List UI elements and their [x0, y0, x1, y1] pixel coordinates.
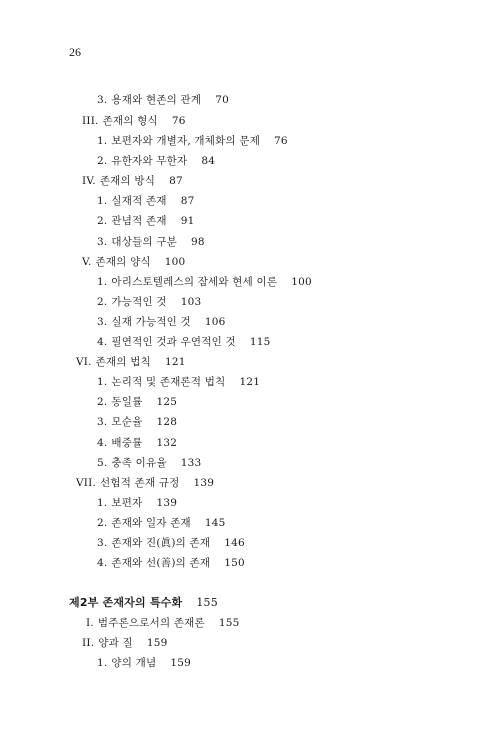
toc-entry-number: 2.: [97, 215, 108, 227]
toc-entry-title: 필연적인 것과 우연적인 것: [111, 336, 236, 348]
toc-entry-page: 159: [146, 637, 168, 649]
toc-entry-number: 2.: [97, 296, 108, 308]
toc-entry-number: 1.: [97, 135, 108, 147]
toc-entry-page: 150: [224, 557, 245, 569]
toc-entry-title: 용재와 현존의 관계: [111, 94, 202, 106]
toc-entry-title: 대상들의 구분: [111, 236, 178, 248]
toc-entry: [97, 154, 215, 168]
toc-entry: [82, 114, 186, 128]
toc-entry-title: 관념적 존재: [111, 215, 167, 227]
toc-entry-page: 115: [249, 336, 271, 348]
toc-entry: [82, 636, 167, 650]
toc-entry: [82, 255, 185, 269]
toc-entry-number: 3.: [97, 537, 108, 549]
toc-entry-page: 84: [201, 155, 216, 167]
toc-entry-page: 87: [180, 195, 195, 207]
page-number: 26: [69, 45, 81, 59]
toc-entry-number: 2.: [97, 517, 108, 529]
toc-entry: [97, 295, 201, 309]
toc-entry-number: 3.: [97, 416, 108, 428]
toc-entry-number: 3.: [97, 94, 108, 106]
toc-entry: [97, 656, 191, 670]
part-heading: [69, 596, 218, 610]
toc-entry-page: 91: [180, 215, 195, 227]
toc-entry: [97, 335, 270, 349]
toc-entry-number: 4.: [97, 336, 108, 348]
toc-entry-title: 실재적 존재: [111, 195, 167, 207]
toc-entry-title: 모순율: [111, 416, 143, 428]
toc-entry-title: 선험적 존재 규정: [100, 477, 180, 489]
toc-entry-number: 4.: [97, 557, 108, 569]
toc-entry: [97, 556, 245, 570]
toc-entry-page: 139: [156, 497, 178, 509]
toc-entry-page: 103: [180, 296, 202, 308]
toc-entry-number: 2.: [97, 396, 108, 408]
toc-entry-title: 실재 가능적인 것: [111, 316, 191, 328]
toc-entry-title: 존재와 일자 존재: [111, 517, 191, 529]
toc-entry: [97, 456, 201, 470]
toc-entry-page: 87: [169, 175, 183, 187]
toc-entry-title: 존재의 형식: [102, 115, 158, 127]
toc-entry-title: 존재와 선(善)의 존재: [111, 557, 211, 569]
toc-entry-page: 146: [224, 537, 245, 549]
toc-entry-title: 존재의 방식: [99, 175, 156, 187]
toc-entry-page: 155: [218, 617, 240, 629]
toc-entry-number: 1.: [97, 657, 108, 669]
toc-entry-title: 동일률: [111, 396, 143, 408]
toc-entry-number: 5.: [97, 457, 108, 469]
part-heading-number: 제2부: [69, 596, 99, 609]
toc-entry: [97, 134, 288, 148]
toc-entry-title: 논리적 및 존재론적 법칙: [111, 376, 226, 388]
toc-entry: [97, 536, 245, 550]
toc-entry: [82, 174, 183, 188]
toc-entry-title: 충족 이유율: [111, 457, 167, 469]
toc-entry-page: 121: [239, 376, 261, 388]
toc-entry-title: 배중률: [111, 437, 143, 449]
toc-entry-title: 존재의 양식: [95, 256, 151, 268]
toc-entry-number: VI.: [76, 356, 92, 368]
toc-entry-page: 76: [171, 115, 186, 127]
toc-entry-title: 존재와 진(眞)의 존재: [111, 537, 211, 549]
toc-entry: [97, 415, 177, 429]
toc-entry: [76, 355, 186, 369]
toc-entry: [97, 395, 177, 409]
toc-entry-number: V.: [82, 256, 92, 268]
toc-entry-title: 보편자: [111, 497, 143, 509]
toc-entry-page: 125: [156, 396, 178, 408]
toc-entry-page: 159: [170, 657, 191, 669]
toc-entry-page: 133: [180, 457, 202, 469]
toc-entry-number: 2.: [97, 155, 108, 167]
toc-entry-number: VII.: [76, 477, 97, 489]
toc-entry-number: III.: [82, 115, 99, 127]
toc-entry: [97, 496, 177, 510]
toc-entry-number: 1.: [97, 376, 108, 388]
toc-entry-page: 100: [291, 276, 312, 288]
toc-entry-number: 1.: [97, 195, 108, 207]
toc-entry-number: 1.: [97, 276, 108, 288]
toc-entry-number: 1.: [97, 497, 108, 509]
toc-entry-page: 98: [191, 236, 205, 248]
toc-entry-number: IV.: [82, 175, 96, 187]
toc-entry-page: 145: [204, 517, 226, 529]
toc-entry: [97, 375, 260, 389]
toc-entry-page: 100: [164, 256, 186, 268]
toc-entry-title: 아리스토텔레스의 잠세와 현세 이론: [111, 276, 278, 288]
toc-entry-title: 가능적인 것: [111, 296, 167, 308]
toc-entry: [97, 516, 226, 530]
toc-entry-page: 128: [156, 416, 178, 428]
toc-entry-page: 139: [193, 477, 215, 489]
toc-entry-title: 양과 질: [98, 637, 133, 649]
toc-entry-number: 3.: [97, 236, 108, 248]
toc-entry-title: 유한자와 무한자: [111, 155, 188, 167]
toc-entry-number: 4.: [97, 437, 108, 449]
toc-entry-page: 70: [215, 94, 230, 106]
toc-entry-number: II.: [82, 637, 95, 649]
toc-entry-page: 106: [204, 316, 226, 328]
toc-entry-title: 범주론으로서의 존재론: [97, 617, 205, 629]
toc-entry-number: 3.: [97, 316, 108, 328]
toc-entry-title: 보편자와 개별자, 개체화의 문제: [111, 135, 261, 147]
toc-entry: [97, 315, 226, 329]
toc-entry-page: 132: [156, 437, 178, 449]
toc-entry: [97, 275, 312, 289]
toc-entry: [97, 194, 194, 208]
toc-entry-page: 76: [274, 135, 288, 147]
toc-entry-title: 존재의 법칙: [95, 356, 151, 368]
toc-entry: [97, 93, 229, 107]
toc-entry-page: 121: [164, 356, 186, 368]
toc-entry: [97, 436, 177, 450]
toc-entry: [97, 235, 205, 249]
toc-entry: [86, 616, 240, 630]
part-heading-title: 존재자의 특수화: [102, 596, 183, 609]
toc-entry-number: I.: [86, 617, 94, 629]
toc-entry: [97, 214, 194, 228]
toc-entry-title: 양의 개념: [111, 657, 157, 669]
part-heading-page: 155: [196, 596, 218, 609]
toc-entry: [76, 476, 214, 490]
